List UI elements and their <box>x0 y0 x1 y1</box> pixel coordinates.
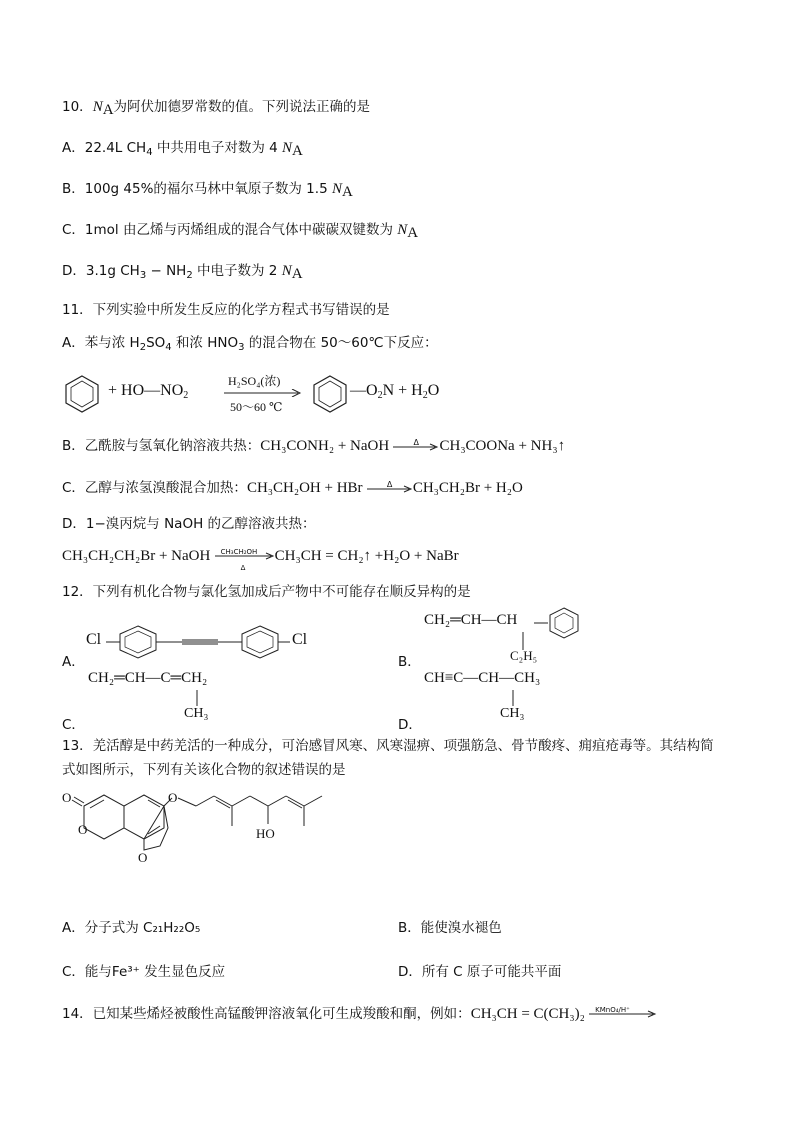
oxidation-arrow: KMnO₄/H⁺ <box>589 1007 657 1021</box>
q11-option-a: A．苯与浓 $H_2SO_4$ 和浓 $HNO_3$ 的混合物在 50～60℃下反应： <box>62 335 438 353</box>
q13-option-b: B．能使溴水褪色 <box>398 920 502 936</box>
condition-top: H₂SO₄(浓) <box>228 374 281 388</box>
q13-molecule-structure <box>60 788 330 888</box>
oxygen-label: O <box>138 850 148 865</box>
q13-stem-line2: 式如图所示，下列有关该化合物的叙述错误的是 <box>62 762 346 778</box>
benzene-ring-icon <box>62 374 102 414</box>
condition-bottom: 50～60 ℃ <box>230 400 283 414</box>
q10-option-a: A．22.4L $CH_4$ 中共用电子对数为 4 $N_A$ <box>62 140 303 159</box>
q13-option-d: D．所有 C 原子可能共平面 <box>398 964 562 980</box>
oxygen-label: O <box>62 790 72 805</box>
q14-stem: 14．已知某些烯烃被酸性高锰酸钾溶液氧化可生成羧酸和酮，例如：CH₃CH = C(CH₃)₂ KMnO₄/H⁺ <box>62 1004 657 1024</box>
q12-option-c-structure <box>88 668 268 724</box>
reaction-arrow-icon <box>224 389 302 397</box>
q12-option-a-structure <box>86 620 326 664</box>
condition-arrow: CH₃CH₂OH Δ <box>215 549 275 563</box>
q10-option-c: C．1mol 由乙烯与丙烯组成的混合气体中碳碳双键数为 $N_A$ <box>62 222 419 241</box>
q12-option-c-label: C． <box>62 717 85 733</box>
q11-option-b: B．乙酰胺与氢氧化钠溶液共热：CH₃CONH₂ + NaOH Δ CH₃COONa + NH₃↑ <box>62 438 566 454</box>
reagent-text: + $HO—NO_2$ <box>108 382 189 401</box>
oxygen-label: O <box>168 790 178 805</box>
q10-option-b: B．100g 45%的福尔马林中氧原子数为 1.5 $N_A$ <box>62 181 353 200</box>
q12-option-b-label: B． <box>398 654 421 670</box>
q11-option-d-equation: CH₃CH₂CH₂Br + NaOH CH₃CH₂OH Δ CH₃CH = CH₂↑ +H₂O + NaBr <box>62 548 459 572</box>
benzene-ring-icon <box>310 374 350 414</box>
q12-stem: 12．下列有机化合物与氯化氢加成后产物中不可能存在顺反异构的是 <box>62 584 471 600</box>
q11-stem: 11．下列实验中所发生反应的化学方程式书写错误的是 <box>62 302 390 318</box>
chain-text: CH₂═CH—C═CH₂ <box>88 670 208 686</box>
substituent-text: CH₃ <box>500 706 525 721</box>
heat-arrow: Δ <box>367 481 413 495</box>
chain-text: CH₂═CH—CH <box>424 612 518 628</box>
q11-option-d-label: D．1−溴丙烷与 NaOH 的乙醇溶液共热： <box>62 516 316 532</box>
substituent-text: C₂H₅ <box>510 648 538 663</box>
hydroxyl-label: HO <box>256 826 275 841</box>
q11-option-c: C．乙醇与浓氢溴酸混合加热：CH₃CH₂OH + HBr Δ CH₃CH₂Br + H₂O <box>62 480 523 496</box>
substituent-text: CH₃ <box>184 706 209 721</box>
q13-option-a: A．分子式为 C₂₁H₂₂O₅ <box>62 920 201 936</box>
q12-option-b-structure <box>424 606 594 666</box>
q10-stem: 10．$N_A$为阿伏加德罗常数的值。下列说法正确的是 <box>62 99 371 118</box>
q12-option-d-label: D． <box>398 717 422 733</box>
q12-option-d-structure <box>424 668 604 724</box>
chlorine-label: Cl <box>86 631 102 648</box>
q11-equation-a <box>62 370 482 420</box>
q12-option-a-label: A． <box>62 654 85 670</box>
heat-arrow: Δ <box>393 439 439 453</box>
chlorine-label: Cl <box>292 631 308 648</box>
q13-stem-line1: 13．羌活醇是中药羌活的一种成分，可治感冒风寒、风寒湿痹、项强筋急、骨节酸疼、痈疽疮毒等。其结构简 <box>62 738 714 754</box>
oxygen-label: O <box>78 822 88 837</box>
product-text: $—O_2N + H_2O$ <box>350 382 440 401</box>
q13-option-c: C．能与Fe³⁺ 发生显色反应 <box>62 964 226 980</box>
chain-text: CH≡C—CH—CH₃ <box>424 670 541 686</box>
q10-option-d: D．3.1g $CH_3 - NH_2$ 中电子数为 2 $N_A$ <box>62 263 303 282</box>
